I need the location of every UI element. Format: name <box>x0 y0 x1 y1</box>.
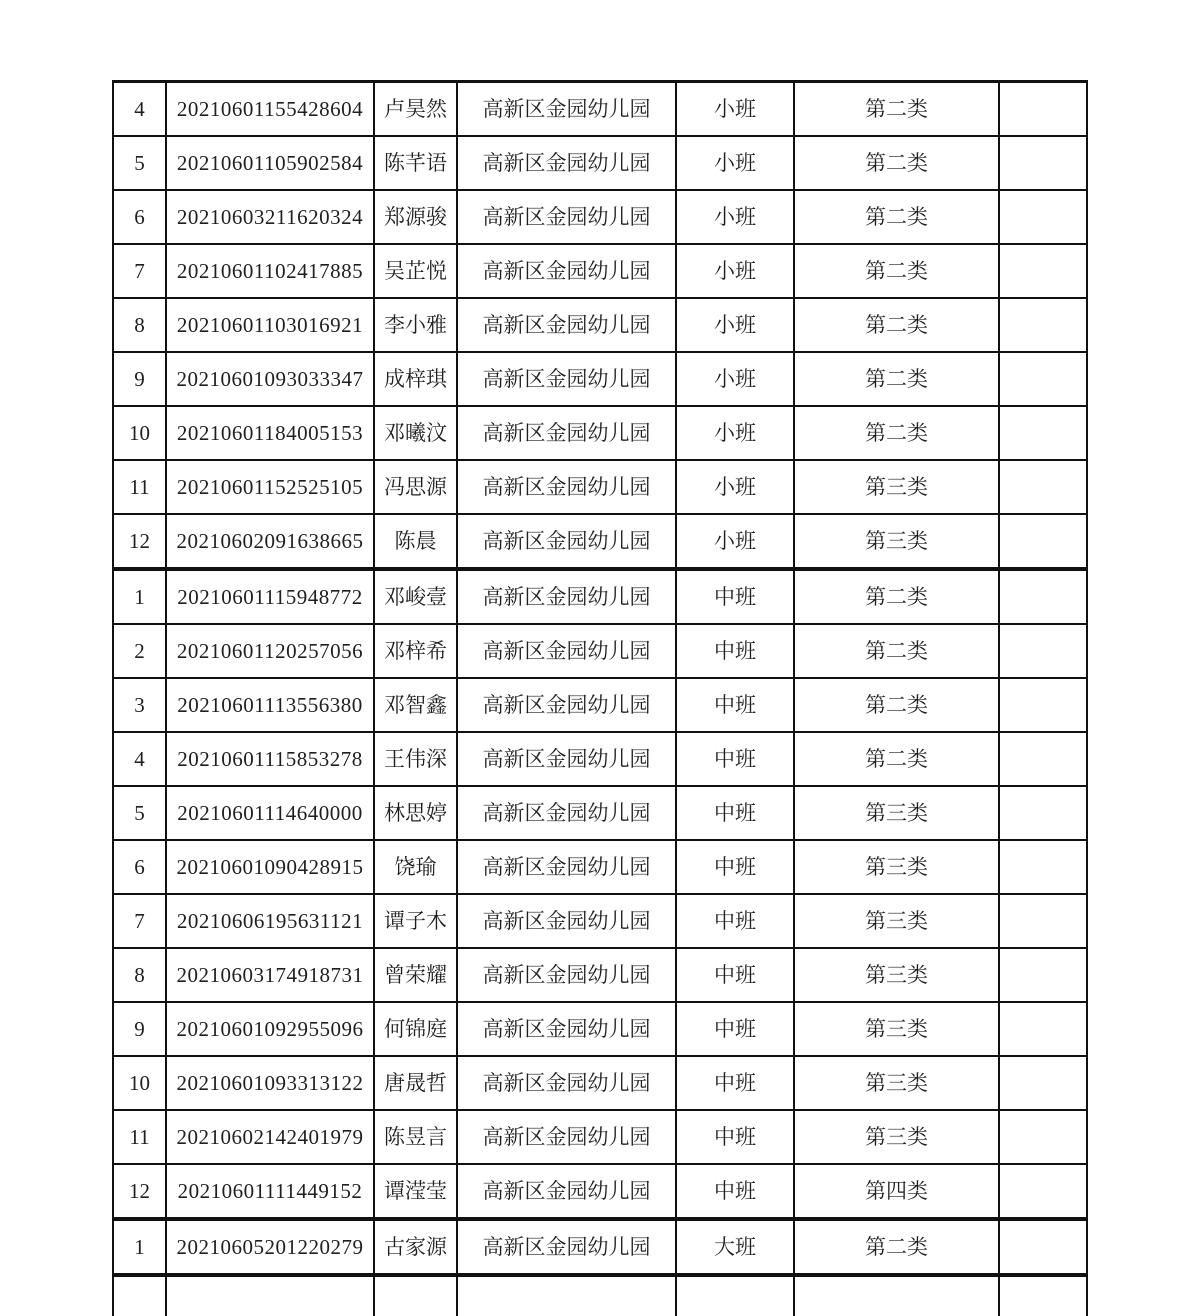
cell-category: 第三类 <box>794 894 999 948</box>
table-row <box>113 894 1087 948</box>
cell-grade: 中班 <box>676 1002 794 1056</box>
cell-seq: 1 <box>113 569 166 624</box>
cell-note <box>999 1002 1087 1056</box>
cell-seq: 6 <box>113 190 166 244</box>
cell-seq: 9 <box>113 1002 166 1056</box>
cell-kindergarten: 高新区金园幼儿园 <box>457 136 676 190</box>
cell-category: 第二类 <box>794 569 999 624</box>
cell-grade: 小班 <box>676 190 794 244</box>
cell-category: 第二类 <box>794 678 999 732</box>
cell-student-name: 邓梓希 <box>374 624 457 678</box>
table-row <box>113 1110 1087 1164</box>
cell-note <box>999 406 1087 460</box>
cell-kindergarten: 高新区金园幼儿园 <box>457 1164 676 1219</box>
cell-seq: 4 <box>113 732 166 786</box>
cell-note <box>999 190 1087 244</box>
cell-grade: 大班 <box>676 1219 794 1275</box>
cell-seq: 4 <box>113 82 166 137</box>
cell-grade: 中班 <box>676 624 794 678</box>
cell-kindergarten: 高新区金园幼儿园 <box>457 1002 676 1056</box>
cell-student-id: 20210601103016921 <box>166 298 374 352</box>
cell-grade: 中班 <box>676 1056 794 1110</box>
cell-student-name: 古家源 <box>374 1219 457 1275</box>
cell-student-id: 20210601115853278 <box>166 732 374 786</box>
cell-grade <box>676 1275 794 1316</box>
cell-grade: 小班 <box>676 514 794 569</box>
cell-student-name: 陈晨 <box>374 514 457 569</box>
cell-note <box>999 948 1087 1002</box>
cell-kindergarten: 高新区金园幼儿园 <box>457 678 676 732</box>
cell-kindergarten: 高新区金园幼儿园 <box>457 786 676 840</box>
table-row <box>113 352 1087 406</box>
cell-grade: 中班 <box>676 1110 794 1164</box>
cell-grade: 中班 <box>676 894 794 948</box>
table-row <box>113 948 1087 1002</box>
table-row <box>113 298 1087 352</box>
cell-kindergarten: 高新区金园幼儿园 <box>457 948 676 1002</box>
cell-note <box>999 840 1087 894</box>
cell-seq: 5 <box>113 136 166 190</box>
cell-seq: 12 <box>113 1164 166 1219</box>
cell-kindergarten: 高新区金园幼儿园 <box>457 244 676 298</box>
table-row <box>113 82 1087 137</box>
table-row <box>113 1056 1087 1110</box>
cell-category <box>794 1275 999 1316</box>
cell-category: 第二类 <box>794 82 999 137</box>
cell-note <box>999 894 1087 948</box>
cell-category: 第三类 <box>794 786 999 840</box>
cell-category: 第三类 <box>794 514 999 569</box>
cell-seq: 12 <box>113 514 166 569</box>
cell-student-name: 谭滢莹 <box>374 1164 457 1219</box>
cell-note <box>999 1275 1087 1316</box>
cell-seq <box>113 1275 166 1316</box>
cell-student-id: 20210601105902584 <box>166 136 374 190</box>
cell-student-id: 20210601155428604 <box>166 82 374 137</box>
cell-category: 第二类 <box>794 298 999 352</box>
cell-note <box>999 569 1087 624</box>
cell-student-id: 20210601093033347 <box>166 352 374 406</box>
cell-kindergarten <box>457 1275 676 1316</box>
table-row <box>113 1002 1087 1056</box>
cell-category: 第二类 <box>794 406 999 460</box>
cell-student-name: 唐晟哲 <box>374 1056 457 1110</box>
cell-category: 第四类 <box>794 1164 999 1219</box>
cell-grade: 小班 <box>676 244 794 298</box>
cell-category: 第三类 <box>794 1056 999 1110</box>
table-row <box>113 786 1087 840</box>
cell-student-id: 20210602091638665 <box>166 514 374 569</box>
cell-category: 第二类 <box>794 352 999 406</box>
cell-student-name: 陈芊语 <box>374 136 457 190</box>
cell-seq: 7 <box>113 244 166 298</box>
cell-seq: 11 <box>113 1110 166 1164</box>
cell-grade: 小班 <box>676 406 794 460</box>
cell-category: 第二类 <box>794 624 999 678</box>
cell-student-name: 陈昱言 <box>374 1110 457 1164</box>
cell-grade: 小班 <box>676 352 794 406</box>
table-row <box>113 406 1087 460</box>
cell-seq: 2 <box>113 624 166 678</box>
cell-student-id: 20210601102417885 <box>166 244 374 298</box>
table-row <box>113 732 1087 786</box>
cell-seq: 10 <box>113 406 166 460</box>
cell-student-id: 20210603174918731 <box>166 948 374 1002</box>
cell-note <box>999 678 1087 732</box>
cell-category: 第二类 <box>794 1219 999 1275</box>
cell-note <box>999 732 1087 786</box>
cell-note <box>999 136 1087 190</box>
table-row <box>113 190 1087 244</box>
cell-seq: 8 <box>113 948 166 1002</box>
cell-student-name: 王伟深 <box>374 732 457 786</box>
cell-note <box>999 1110 1087 1164</box>
cell-grade: 中班 <box>676 569 794 624</box>
cell-note <box>999 1056 1087 1110</box>
cell-student-id: 20210601152525105 <box>166 460 374 514</box>
cell-student-name <box>374 1275 457 1316</box>
cell-category: 第三类 <box>794 840 999 894</box>
cell-grade: 中班 <box>676 1164 794 1219</box>
cell-student-name: 吴芷悦 <box>374 244 457 298</box>
cell-student-name: 邓峻壹 <box>374 569 457 624</box>
partial-next-row <box>113 1275 1087 1316</box>
cell-note <box>999 624 1087 678</box>
cell-note <box>999 1164 1087 1219</box>
cell-category: 第三类 <box>794 1110 999 1164</box>
cell-student-id: 20210601115948772 <box>166 569 374 624</box>
cell-kindergarten: 高新区金园幼儿园 <box>457 1056 676 1110</box>
cell-seq: 9 <box>113 352 166 406</box>
roster-table-region <box>112 80 1088 1316</box>
cell-kindergarten: 高新区金园幼儿园 <box>457 82 676 137</box>
cell-kindergarten: 高新区金园幼儿园 <box>457 298 676 352</box>
cell-seq: 5 <box>113 786 166 840</box>
table-row <box>113 136 1087 190</box>
cell-student-id: 20210601184005153 <box>166 406 374 460</box>
cell-note <box>999 298 1087 352</box>
cell-note <box>999 460 1087 514</box>
cell-seq: 3 <box>113 678 166 732</box>
cell-category: 第三类 <box>794 948 999 1002</box>
cell-kindergarten: 高新区金园幼儿园 <box>457 1110 676 1164</box>
cell-student-id: 20210601111449152 <box>166 1164 374 1219</box>
cell-seq: 7 <box>113 894 166 948</box>
cell-seq: 8 <box>113 298 166 352</box>
cell-student-name: 卢昊然 <box>374 82 457 137</box>
cell-student-name: 何锦庭 <box>374 1002 457 1056</box>
cell-grade: 小班 <box>676 136 794 190</box>
cell-kindergarten: 高新区金园幼儿园 <box>457 840 676 894</box>
cell-student-name: 曾荣耀 <box>374 948 457 1002</box>
cell-student-id <box>166 1275 374 1316</box>
cell-student-id: 20210601114640000 <box>166 786 374 840</box>
cell-category: 第二类 <box>794 190 999 244</box>
cell-student-id: 20210601090428915 <box>166 840 374 894</box>
cell-kindergarten: 高新区金园幼儿园 <box>457 1219 676 1275</box>
roster-table-body <box>113 82 1087 1316</box>
cell-category: 第三类 <box>794 460 999 514</box>
cell-category: 第二类 <box>794 136 999 190</box>
cell-note <box>999 786 1087 840</box>
cell-student-id: 20210601113556380 <box>166 678 374 732</box>
table-row <box>113 460 1087 514</box>
cell-student-name: 李小雅 <box>374 298 457 352</box>
cell-student-name: 林思婷 <box>374 786 457 840</box>
cell-kindergarten: 高新区金园幼儿园 <box>457 406 676 460</box>
cell-student-id: 20210601092955096 <box>166 1002 374 1056</box>
cell-grade: 小班 <box>676 460 794 514</box>
table-row <box>113 244 1087 298</box>
cell-kindergarten: 高新区金园幼儿园 <box>457 190 676 244</box>
table-row <box>113 1164 1087 1219</box>
cell-kindergarten: 高新区金园幼儿园 <box>457 894 676 948</box>
table-row <box>113 1219 1087 1275</box>
cell-grade: 中班 <box>676 948 794 1002</box>
table-row <box>113 569 1087 624</box>
cell-grade: 小班 <box>676 298 794 352</box>
cell-grade: 中班 <box>676 678 794 732</box>
cell-category: 第二类 <box>794 244 999 298</box>
cell-student-id: 20210602142401979 <box>166 1110 374 1164</box>
cell-student-name: 邓曦汶 <box>374 406 457 460</box>
cell-student-id: 20210601093313122 <box>166 1056 374 1110</box>
cell-student-id: 20210601120257056 <box>166 624 374 678</box>
table-row <box>113 624 1087 678</box>
cell-student-name: 谭子木 <box>374 894 457 948</box>
cell-category: 第二类 <box>794 732 999 786</box>
cell-seq: 11 <box>113 460 166 514</box>
table-row <box>113 840 1087 894</box>
cell-student-id: 20210605201220279 <box>166 1219 374 1275</box>
cell-note <box>999 352 1087 406</box>
cell-kindergarten: 高新区金园幼儿园 <box>457 732 676 786</box>
cell-kindergarten: 高新区金园幼儿园 <box>457 569 676 624</box>
cell-student-name: 邓智鑫 <box>374 678 457 732</box>
cell-seq: 6 <box>113 840 166 894</box>
cell-grade: 中班 <box>676 786 794 840</box>
cell-grade: 小班 <box>676 82 794 137</box>
cell-seq: 10 <box>113 1056 166 1110</box>
cell-note <box>999 82 1087 137</box>
cell-student-name: 成梓琪 <box>374 352 457 406</box>
roster-table <box>112 80 1088 1316</box>
cell-student-name: 郑源骏 <box>374 190 457 244</box>
cell-kindergarten: 高新区金园幼儿园 <box>457 624 676 678</box>
cell-note <box>999 244 1087 298</box>
cell-student-id: 20210603211620324 <box>166 190 374 244</box>
cell-kindergarten: 高新区金园幼儿园 <box>457 352 676 406</box>
cell-student-id: 20210606195631121 <box>166 894 374 948</box>
cell-note <box>999 514 1087 569</box>
cell-note <box>999 1219 1087 1275</box>
cell-student-name: 饶瑜 <box>374 840 457 894</box>
cell-category: 第三类 <box>794 1002 999 1056</box>
table-row <box>113 678 1087 732</box>
cell-student-name: 冯思源 <box>374 460 457 514</box>
cell-grade: 中班 <box>676 840 794 894</box>
cell-kindergarten: 高新区金园幼儿园 <box>457 460 676 514</box>
table-row <box>113 514 1087 569</box>
cell-kindergarten: 高新区金园幼儿园 <box>457 514 676 569</box>
cell-seq: 1 <box>113 1219 166 1275</box>
cell-grade: 中班 <box>676 732 794 786</box>
